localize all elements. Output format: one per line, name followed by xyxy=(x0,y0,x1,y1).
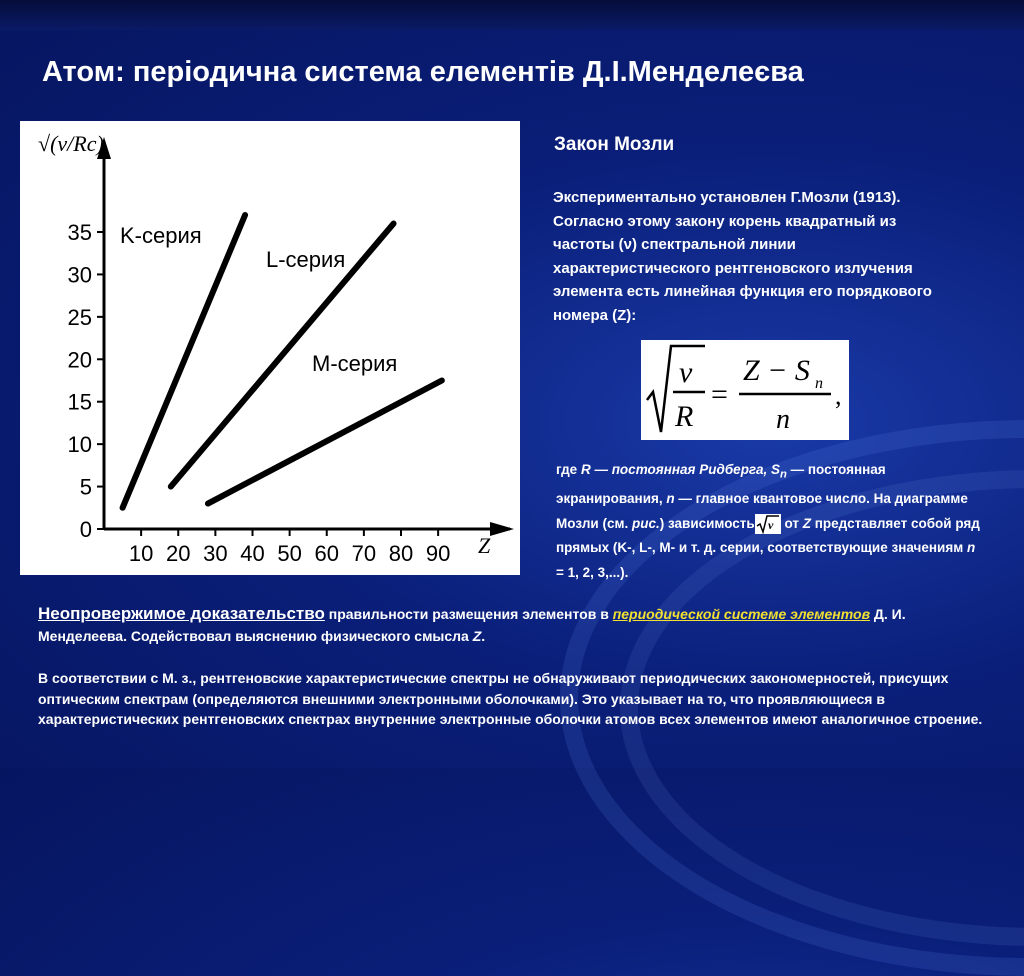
svg-text:ν: ν xyxy=(679,356,693,389)
svg-text:n: n xyxy=(776,404,790,435)
periodic-system-link[interactable]: периодической системе элементов xyxy=(612,606,871,622)
x-tick-label: 40 xyxy=(240,541,265,566)
svg-text:,: , xyxy=(835,381,842,410)
moseley-intro-text: Экспериментально установлен Г.Мозли (1913). Согласно этому закону корень квадратный из частоты (ν) спектральной линии характеристического рентгеновского излучения элемента есть линейная функция его порядкового номера (Z): xyxy=(553,189,932,324)
x-axis-arrow xyxy=(490,522,514,536)
y-tick-label: 5 xyxy=(79,474,92,500)
symbol-r: R xyxy=(580,462,591,477)
y-axis-label: √(ν/Rc) xyxy=(38,131,104,156)
formula-explanation: где R — постоянная Ридберга, $S_n$ — постоянная экранирования, n — главное квантовое число. На диаграмме Мозли (см. рис.) зависимость ν от Z представляет собой ряд прямых (K-, L-, M- и т. д. серии, соответствующие значениям n = 1, 2, 3,...). xyxy=(556,462,980,580)
svg-text:Z − S: Z − S xyxy=(743,354,810,387)
series-line xyxy=(123,215,246,508)
moseley-chart xyxy=(20,121,520,575)
x-tick-label: 10 xyxy=(128,541,154,566)
formula-image xyxy=(641,340,849,440)
top-bar xyxy=(0,0,1024,30)
slide-title: Атом: періодична система елементів Д.І.Менделеєва xyxy=(42,56,804,88)
y-tick-label: 15 xyxy=(67,389,92,415)
svg-text:ν: ν xyxy=(767,518,774,533)
y-tick-label: 10 xyxy=(67,432,92,458)
proof-heading: Неопровержимое доказательство xyxy=(38,604,325,623)
series-label: K-серия xyxy=(120,223,202,248)
symbol-s: S xyxy=(770,462,780,477)
conclusion-paragraph: В соответствии с М. з., рентгеновские характеристические спектры не обнаруживают периодических закономерностей, присущих оптическим спектрам (определяются внешними электронными оболочками). Это указывает на то, что проявляющиеся в характеристических рентгеновских спектрах внутренние электронные оболочки атомов всех элементов имеют аналогичное строение. xyxy=(38,670,983,727)
svg-text:=: = xyxy=(711,378,728,411)
proof-paragraph: Неопровержимое доказательство правильности размещения элементов в периодической системе элементов Д. И. Менделеева. Содействовал выяснению физического смысла Z. xyxy=(38,604,906,644)
svg-text:R: R xyxy=(675,400,694,433)
x-tick-label: 70 xyxy=(351,541,377,566)
x-tick-label: 90 xyxy=(425,541,451,566)
y-tick-label: 20 xyxy=(67,347,92,373)
series-label: M-серия xyxy=(312,351,398,376)
chart-series xyxy=(120,215,442,508)
chart-axes xyxy=(97,137,514,536)
y-tick-label: 35 xyxy=(67,220,92,245)
y-tick-label: 30 xyxy=(67,262,92,288)
x-tick-label: 30 xyxy=(203,541,228,566)
moseley-chart-svg xyxy=(20,121,520,575)
y-tick-label: 0 xyxy=(79,517,92,542)
y-tick-label: 25 xyxy=(67,304,92,330)
series-label: L-серия xyxy=(266,247,346,272)
svg-text:n: n xyxy=(815,375,823,392)
moseley-formula xyxy=(641,340,849,440)
symbol-z: Z xyxy=(802,515,812,531)
moseley-law-heading: Закон Мозли xyxy=(554,134,675,155)
x-tick-label: 60 xyxy=(314,541,339,566)
chart-ticks xyxy=(68,220,451,566)
x-tick-label: 50 xyxy=(277,541,302,566)
x-tick-label: 80 xyxy=(388,541,414,566)
symbol-n: n xyxy=(666,491,675,507)
sqrt-nu-icon xyxy=(755,514,781,534)
x-tick-label: 20 xyxy=(166,541,191,566)
x-axis-label: Z xyxy=(478,533,491,558)
